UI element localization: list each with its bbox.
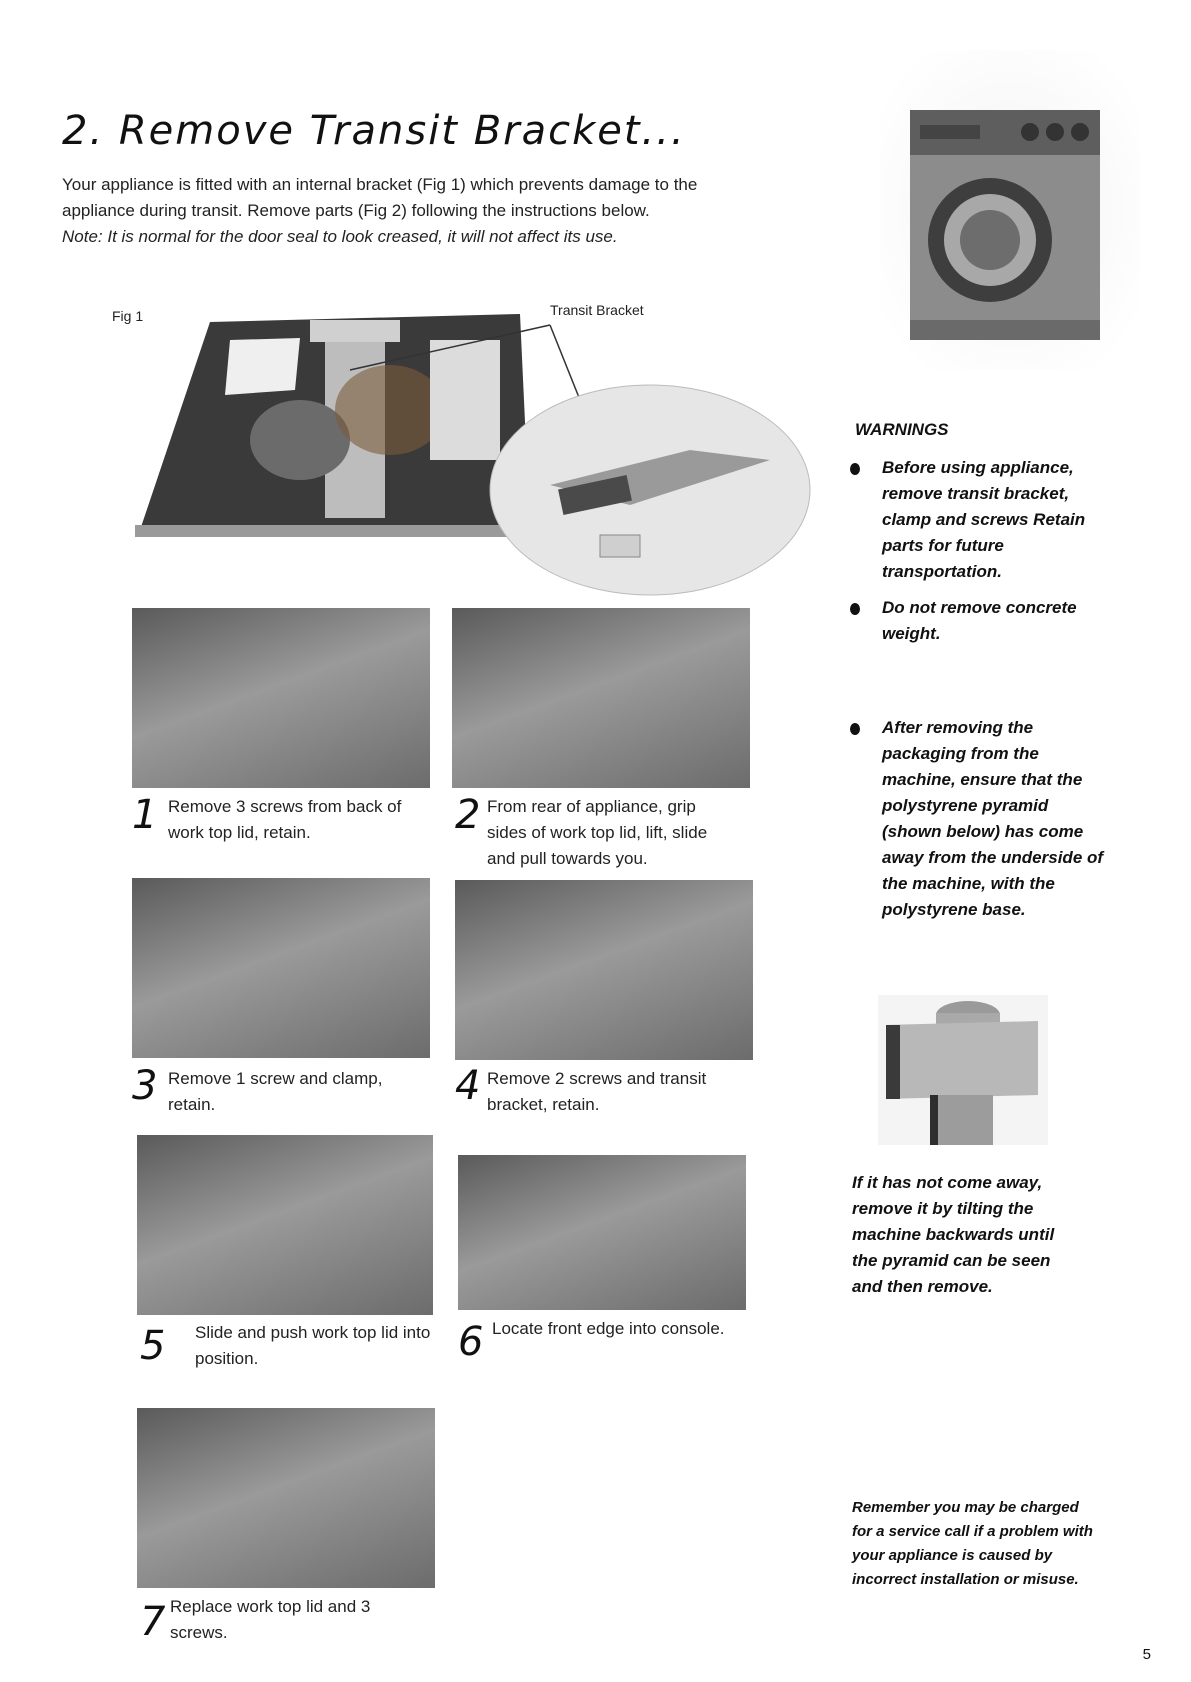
step5-photo [137,1135,433,1315]
step1-text: Remove 3 screws from back of work top lid, retain. [168,797,402,842]
bullet-icon [850,723,860,735]
bullet-icon [850,463,860,475]
step4-text: Remove 2 screws and transit bracket, retain. [487,1069,707,1114]
step4-number: 4 [455,1063,481,1109]
step7-text: Replace work top lid and 3 screws. [170,1597,371,1642]
warning-item: Do not remove concrete weight. [848,595,1108,647]
warnings-list [848,455,1108,933]
step2-photo [452,608,750,788]
intro-paragraph: Your appliance is fitted with an internal bracket (Fig 1) which prevents damage to the appliance during transit. Remove parts (Fig 2) following the instructions below. [62,175,698,220]
warnings-heading: WARNINGS [855,420,949,439]
step7-photo [137,1408,435,1588]
bullet-icon [850,603,860,615]
page-title: 2. Remove Transit Bracket... [62,108,686,154]
warning-item: After removing the packaging from the machine, ensure that the polystyrene pyramid (shown below) has come away from the underside of the machine, with the polystyrene base. [848,715,1108,923]
step5-number: 5 [140,1323,166,1369]
step1-photo [132,608,430,788]
service-call-reminder: Remember you may be charged for a service call if a problem with your appliance is caused by incorrect installation or misuse. [852,1499,1093,1588]
step2-text: From rear of appliance, grip sides of work top lid, lift, slide and pull towards you. [487,797,708,868]
intro-note: Note: It is normal for the door seal to look creased, it will not affect its use. [62,227,618,246]
pyramid-instructions: If it has not come away, remove it by tilting the machine backwards until the pyramid can be seen and then remove. [852,1173,1055,1296]
warning-item: Before using appliance, remove transit bracket, clamp and screws Retain parts for future transportation. [848,455,1108,585]
step6-number: 6 [458,1319,484,1365]
transit-bracket-callout: Transit Bracket [550,302,644,318]
step3-photo [132,878,430,1058]
step3-number: 3 [132,1063,158,1109]
fig1-label: Fig 1 [112,308,144,324]
intro-text [62,172,762,250]
step5-text: Slide and push work top lid into position. [195,1323,431,1368]
step4-photo [455,880,753,1060]
step1-number: 1 [132,792,158,838]
step7-number: 7 [140,1599,166,1645]
step2-number: 2 [455,792,481,838]
step6-photo [458,1155,746,1310]
page-number: 5 [1142,1646,1151,1663]
step6-text: Locate front edge into console. [492,1319,725,1338]
polystyrene-pyramid-photo [878,995,1048,1145]
fig1-image [130,300,830,600]
step3-text: Remove 1 screw and clamp, retain. [168,1069,383,1114]
washing-machine-photo [880,50,1140,370]
